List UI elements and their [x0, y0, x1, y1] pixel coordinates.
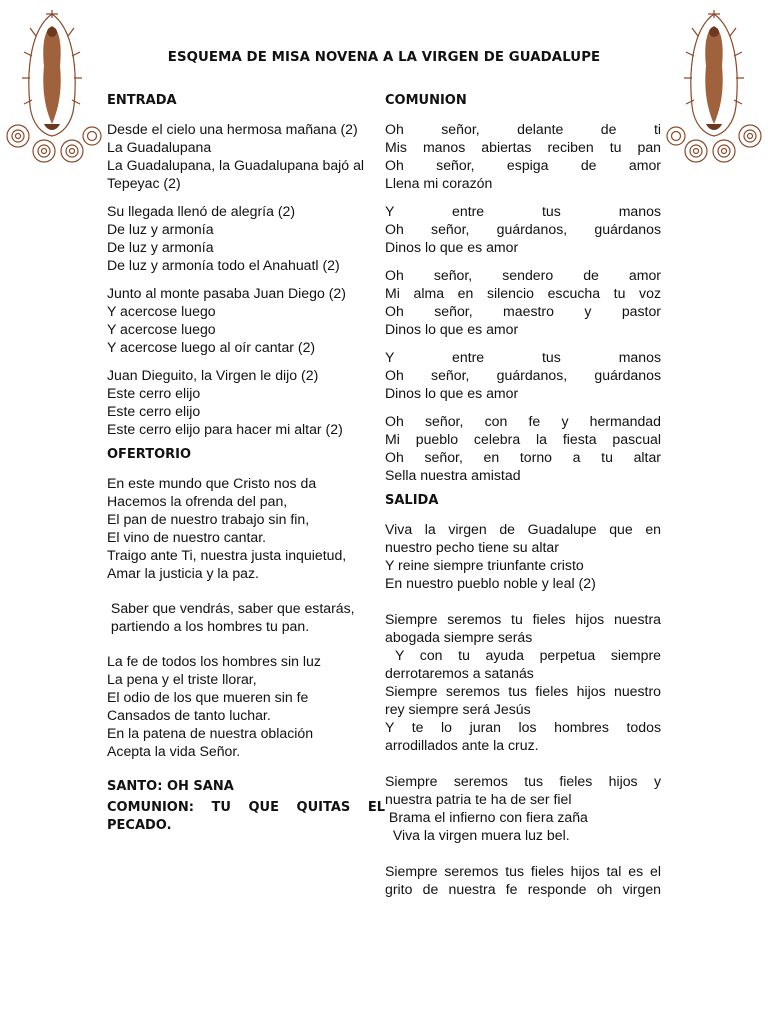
lyric-line: Y con tu ayuda perpetua siempre — [395, 647, 661, 663]
lyric-line: Su llegada llenó de alegría (2) — [107, 203, 296, 219]
lyric-line: nuestra patria te ha de ser fiel — [385, 791, 572, 807]
lyric-line: Cansados de tanto luchar. — [107, 707, 271, 723]
lyric-line: El pan de nuestro trabajo sin fin, — [107, 511, 310, 527]
lyric-line: grito de nuestra fe responde oh virgen — [385, 881, 661, 897]
lyric-line: Junto al monte pasaba Juan Diego (2) — [107, 285, 346, 301]
comunion-stanza-1 — [385, 120, 661, 192]
lyric-line: Tepeyac (2) — [107, 175, 181, 191]
lyric-line: Viva la virgen muera luz bel. — [385, 827, 570, 843]
lyric-line: Acepta la vida Señor. — [107, 743, 241, 759]
lyric-line: Mis manos abiertas reciben tu pan — [385, 139, 661, 155]
lyric-line: Y acercose luego — [107, 321, 216, 337]
lyric-line: Dinos lo que es amor — [385, 239, 519, 255]
lyric-line: rey siempre será Jesús — [385, 701, 531, 717]
lyric-line: Oh señor, guárdanos, guárdanos — [385, 367, 661, 383]
ofertorio-stanza-2 — [107, 599, 385, 635]
lyric-line: Mi alma en silencio escucha tu voz — [385, 285, 661, 301]
lyric-line: Este cerro elijo — [107, 385, 201, 401]
lyric-line: arrodillados ante la cruz. — [385, 737, 539, 753]
lyric-line: El vino de nuestro cantar. — [107, 529, 267, 545]
lyric-line: nuestro pecho tiene su altar — [385, 539, 559, 555]
heading-line: COMUNION: TU QUE QUITAS EL — [107, 800, 385, 815]
lyric-line: En nuestro pueblo noble y leal (2) — [385, 575, 596, 591]
lyric-line: Siempre seremos tu fieles hijos nuestra — [385, 611, 661, 627]
entrada-stanza-2 — [107, 202, 385, 274]
lyric-line: Dinos lo que es amor — [385, 385, 519, 401]
lyric-line: En este mundo que Cristo nos da — [107, 475, 317, 491]
lyric-line: Amar la justicia y la paz. — [107, 565, 259, 581]
lyric-line: En la patena de nuestra oblación — [107, 725, 314, 741]
lyric-line: Desde el cielo una hermosa mañana (2) — [107, 121, 358, 137]
lyric-line: La pena y el triste llorar, — [107, 671, 257, 687]
lyric-line: Dinos lo que es amor — [385, 321, 519, 337]
lyric-line: La Guadalupana — [107, 139, 212, 155]
section-heading-comunion-2 — [107, 799, 385, 835]
virgin-of-guadalupe-left-illustration — [2, 6, 102, 166]
lyric-line: Oh señor, espiga de amor — [385, 157, 661, 173]
lyric-line: partiendo a los hombres tu pan. — [107, 618, 310, 634]
salida-stanza-1 — [385, 520, 661, 592]
lyric-line: Y entre tus manos — [385, 203, 661, 219]
lyric-line: Oh señor, delante de ti — [385, 121, 661, 137]
lyric-line: Traigo ante Ti, nuestra justa inquietud, — [107, 547, 347, 563]
lyric-line: Oh señor, guárdanos, guárdanos — [385, 221, 661, 237]
comunion-stanza-5 — [385, 412, 661, 484]
lyric-line: Llena mi corazón — [385, 175, 493, 191]
lyric-line: Hacemos la ofrenda del pan, — [107, 493, 288, 509]
lyric-line: Oh señor, en torno a tu altar — [385, 449, 661, 465]
lyric-line: Mi pueblo celebra la fiesta pascual — [385, 431, 661, 447]
left-column — [107, 92, 385, 835]
comunion-stanza-4 — [385, 348, 661, 402]
lyric-line: Sella nuestra amistad — [385, 467, 521, 483]
section-heading-comunion: COMUNION — [385, 93, 467, 108]
virgin-of-guadalupe-right-illustration — [664, 6, 764, 166]
lyric-line: Y entre tus manos — [385, 349, 661, 365]
section-heading-entrada: ENTRADA — [107, 93, 177, 108]
lyric-line: Y acercose luego al oír cantar (2) — [107, 339, 316, 355]
lyric-line: Saber que vendrás, saber que estarás, — [107, 600, 355, 616]
lyric-line: Siempre seremos tus fieles hijos nuestro — [385, 683, 661, 699]
section-heading-salida: SALIDA — [385, 493, 439, 508]
entrada-stanza-3 — [107, 284, 385, 356]
comunion-stanza-3 — [385, 266, 661, 338]
lyric-line: Este cerro elijo — [107, 403, 201, 419]
lyric-line: De luz y armonía todo el Anahuatl (2) — [107, 257, 340, 273]
comunion-stanza-2 — [385, 202, 661, 256]
lyric-line: Siempre seremos tus fieles hijos tal es el — [385, 863, 661, 879]
document-title: ESQUEMA DE MISA NOVENA A LA VIRGEN DE GUADALUPE — [167, 50, 601, 65]
right-column — [385, 92, 661, 908]
ofertorio-stanza-3 — [107, 652, 385, 760]
ofertorio-stanza-1 — [107, 474, 385, 582]
lyric-line: Siempre seremos tus fieles hijos y — [385, 773, 661, 789]
salida-stanza-4 — [385, 862, 661, 898]
lyric-line: La Guadalupana, la Guadalupana bajó al — [107, 157, 365, 173]
lyric-line: Juan Dieguito, la Virgen le dijo (2) — [107, 367, 319, 383]
lyric-line: Y acercose luego — [107, 303, 216, 319]
lyric-line: Oh señor, sendero de amor — [385, 267, 661, 283]
lyric-line: Y reine siempre triunfante cristo — [385, 557, 584, 573]
lyric-line: Y te lo juran los hombres todos — [385, 719, 661, 735]
lyric-line: Oh señor, con fe y hermandad — [385, 413, 661, 429]
lyric-line: abogada siempre serás — [385, 629, 533, 645]
salida-stanza-3 — [385, 772, 661, 844]
entrada-stanza-1 — [107, 120, 385, 192]
lyric-line: El odio de los que mueren sin fe — [107, 689, 309, 705]
section-heading-santo: SANTO: OH SANA — [107, 779, 234, 794]
lyric-line: Este cerro elijo para hacer mi altar (2) — [107, 421, 343, 437]
salida-stanza-2 — [385, 610, 661, 754]
lyric-line: De luz y armonía — [107, 221, 214, 237]
entrada-stanza-4 — [107, 366, 385, 438]
lyric-line: Brama el infierno con fiera zaña — [385, 809, 588, 825]
lyric-line: De luz y armonía — [107, 239, 214, 255]
lyric-line: La fe de todos los hombres sin luz — [107, 653, 321, 669]
lyric-line: Viva la virgen de Guadalupe que en — [385, 521, 661, 537]
lyric-line: Oh señor, maestro y pastor — [385, 303, 661, 319]
heading-line: PECADO. — [107, 818, 172, 833]
lyric-line: derrotaremos a satanás — [385, 665, 534, 681]
section-heading-ofertorio: OFERTORIO — [107, 447, 192, 462]
